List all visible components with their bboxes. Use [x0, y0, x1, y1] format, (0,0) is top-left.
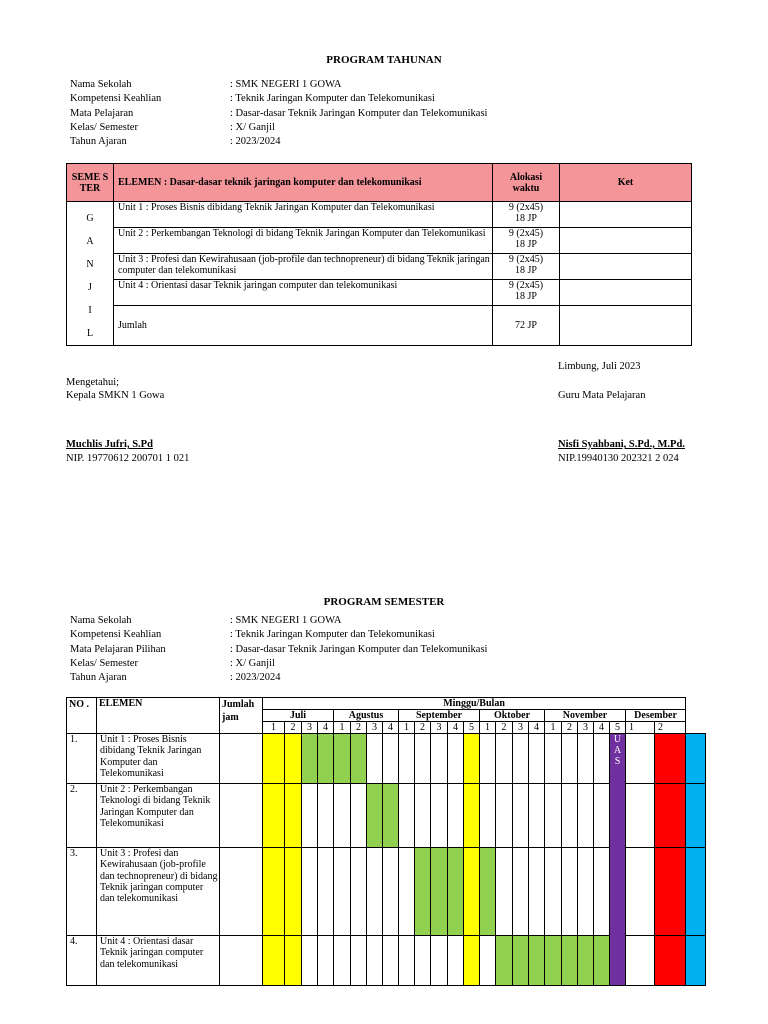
uas-letter: A: [613, 745, 622, 756]
semester-title: PROGRAM SEMESTER: [323, 596, 445, 608]
week-header: 2: [351, 722, 367, 734]
schedule-cell: [383, 784, 399, 848]
schedule-cell: [496, 784, 513, 848]
schedule-cell: [383, 734, 399, 784]
info-value: : Teknik Jaringan Komputer dan Telekomunikasi: [230, 629, 435, 641]
schedule-cell: [302, 784, 318, 848]
schedule-cell: [578, 734, 594, 784]
schedule-cell: [399, 734, 415, 784]
ket-cell: [560, 228, 692, 254]
schedule-cell: [686, 784, 706, 848]
unit-cell: Unit 3 : Profesi dan Kewirahusaan (job-profile dan technopreneur) di bidang Teknik jaringan computer dan telekomunikasi: [114, 254, 493, 280]
row-elemen: Unit 3 : Profesi dan Kewirahusaan (job-profile dan technopreneur) di bidang Teknik jaringan computer dan telekomunikasi: [97, 848, 220, 936]
schedule-cell: [496, 734, 513, 784]
schedule-cell: [464, 936, 480, 986]
week-header: 3: [302, 722, 318, 734]
info-label: Tahun Ajaran: [70, 136, 127, 148]
week-header: 3: [367, 722, 383, 734]
schedule-cell: [594, 734, 610, 784]
schedule-cell: [367, 734, 383, 784]
info-label: Nama Sekolah: [70, 615, 132, 626]
schedule-cell: [302, 936, 318, 986]
schedule-cell: [513, 784, 529, 848]
tahunan-table: [66, 163, 692, 346]
week-header: 3: [431, 722, 448, 734]
info-row: [70, 614, 590, 628]
schedule-cell: [351, 734, 367, 784]
row-jumlah-jam: [220, 936, 263, 986]
schedule-cell: [285, 848, 302, 936]
schedule-cell: [415, 734, 431, 784]
schedule-cell: [318, 936, 334, 986]
week-header: 2: [496, 722, 513, 734]
info-row: [70, 92, 590, 106]
place-date: Limbung, Juli 2023: [558, 361, 641, 372]
schedule-cell: [448, 784, 464, 848]
schedule-cell: [626, 848, 655, 936]
schedule-cell: [431, 734, 448, 784]
schedule-cell: [562, 848, 578, 936]
row-jumlah-jam: [220, 848, 263, 936]
schedule-cell: [626, 734, 655, 784]
info-value: : X/ Ganjil: [230, 657, 275, 669]
schedule-cell: [263, 734, 285, 784]
info-value: : 2023/2024: [230, 136, 281, 148]
schedule-cell: [545, 784, 562, 848]
schedule-cell: [562, 936, 578, 986]
semester-letter: A: [86, 235, 94, 247]
month-header: Agustus: [334, 710, 399, 722]
schedule-cell: [594, 784, 610, 848]
info-label: Kelas/ Semester: [70, 121, 138, 133]
alokasi-line: 9 (2x45): [508, 254, 544, 265]
info-label: Tahun Ajaran: [70, 672, 127, 684]
jumlah-label: Jumlah: [114, 306, 493, 346]
schedule-cell: [334, 936, 351, 986]
schedule-cell: [655, 784, 686, 848]
row-jumlah-jam: [220, 734, 263, 784]
schedule-cell: [464, 848, 480, 936]
semester-cell: [67, 202, 114, 346]
month-header: November: [545, 710, 626, 722]
info-value: : Dasar-dasar Teknik Jaringan Komputer dan Telekomunikasi: [230, 107, 488, 119]
week-header: 1: [263, 722, 285, 734]
schedule-cell: [351, 784, 367, 848]
schedule-cell: [351, 848, 367, 936]
week-header: 5: [464, 722, 480, 734]
schedule-cell: [578, 784, 594, 848]
mengetahui-label: Mengetahui;: [66, 377, 120, 388]
week-header: 1: [480, 722, 496, 734]
header-no: NO .: [67, 698, 97, 734]
schedule-cell: [464, 734, 480, 784]
info-label: Mata Pelajaran: [70, 107, 134, 119]
header-semester: SEME S TER: [67, 164, 114, 202]
semester-info: [70, 614, 590, 685]
header-minggu-bulan: Minggu/Bulan: [263, 698, 686, 710]
alokasi-line: 18 JP: [515, 239, 537, 250]
schedule-cell: [285, 936, 302, 986]
info-label: Kompetensi Keahlian: [70, 93, 162, 105]
schedule-cell: [594, 848, 610, 936]
schedule-cell: [513, 936, 529, 986]
unit-cell: Unit 2 : Perkembangan Teknologi di bidang Teknik Jaringan Komputer dan Telekomunikasi: [114, 228, 493, 254]
row-number: 2.: [67, 784, 97, 848]
semester-table: [66, 697, 706, 986]
schedule-cell: [367, 784, 383, 848]
alokasi-line: 18 JP: [515, 291, 537, 302]
schedule-cell: [562, 784, 578, 848]
schedule-cell: [686, 734, 706, 784]
ket-cell: [560, 306, 692, 346]
schedule-cell: [431, 848, 448, 936]
info-label: Kompetensi Keahlian: [70, 629, 162, 641]
schedule-cell: [448, 848, 464, 936]
row-number: 1.: [67, 734, 97, 784]
jumlah-value: 72 JP: [493, 306, 560, 346]
unit-cell: Unit 1 : Proses Bisnis dibidang Teknik Jaringan Komputer dan Telekomunikasi: [114, 202, 493, 228]
week-header: 2: [655, 722, 686, 734]
row-number: 3.: [67, 848, 97, 936]
row-elemen: Unit 4 : Orientasi dasar Teknik jaringan computer dan telekomunikasi: [97, 936, 220, 986]
ket-cell: [560, 254, 692, 280]
semester-letters: [67, 203, 113, 345]
schedule-cell: [415, 936, 431, 986]
schedule-cell: [529, 784, 545, 848]
schedule-cell: [399, 936, 415, 986]
ket-cell: [560, 202, 692, 228]
schedule-cell: [318, 734, 334, 784]
uas-letter: S: [614, 756, 621, 767]
week-header: 5: [610, 722, 626, 734]
schedule-cell: [285, 784, 302, 848]
kepala-nip: NIP. 19770612 200701 1 021: [66, 453, 190, 464]
alokasi-line: 9 (2x45): [508, 280, 544, 291]
info-row: [70, 671, 590, 685]
info-row: [70, 121, 590, 135]
schedule-cell: [448, 936, 464, 986]
schedule-cell: [562, 734, 578, 784]
info-row: [70, 643, 590, 657]
schedule-cell: [431, 784, 448, 848]
semester-letter: G: [86, 212, 94, 224]
ket-cell: [560, 280, 692, 306]
alokasi-cell: [493, 280, 560, 306]
info-label: Nama Sekolah: [70, 79, 132, 90]
header-jumlah: Jumlah jam: [220, 698, 263, 734]
schedule-cell: [334, 734, 351, 784]
header-alokasi: Alokasi waktu: [493, 164, 560, 202]
schedule-cell: [578, 936, 594, 986]
info-row: [70, 107, 590, 121]
schedule-cell: [655, 848, 686, 936]
kepala-name: Muchlis Jufri, S.Pd: [66, 439, 153, 450]
schedule-cell: [594, 936, 610, 986]
info-row: [70, 628, 590, 642]
schedule-cell: [334, 848, 351, 936]
row-elemen: Unit 1 : Proses Bisnis dibidang Teknik Jaringan Komputer dan Telekomunikasi: [97, 734, 220, 784]
guru-name: Nisfi Syahbani, S.Pd., M.Pd.: [558, 439, 685, 450]
semester-letter: L: [86, 327, 94, 339]
info-value: : Dasar-dasar Teknik Jaringan Komputer dan Telekomunikasi: [230, 643, 488, 655]
unit-cell: Unit 4 : Orientasi dasar Teknik jaringan computer dan telekomunikasi: [114, 280, 493, 306]
schedule-cell: [529, 936, 545, 986]
schedule-cell: [302, 848, 318, 936]
schedule-cell: [367, 936, 383, 986]
schedule-cell: [529, 734, 545, 784]
week-header: 4: [383, 722, 399, 734]
alokasi-line: 9 (2x45): [508, 202, 544, 213]
schedule-cell: [367, 848, 383, 936]
schedule-cell: [545, 936, 562, 986]
info-value: : X/ Ganjil: [230, 121, 275, 133]
schedule-cell: [529, 848, 545, 936]
schedule-cell: [431, 936, 448, 986]
info-label: Mata Pelajaran Pilihan: [70, 643, 166, 655]
info-row: [70, 78, 590, 92]
week-header: 4: [594, 722, 610, 734]
schedule-cell: [318, 848, 334, 936]
week-header: 4: [529, 722, 545, 734]
schedule-cell: [334, 784, 351, 848]
schedule-cell: [263, 936, 285, 986]
schedule-cell: [496, 848, 513, 936]
schedule-cell: [399, 784, 415, 848]
schedule-cell: [448, 734, 464, 784]
week-header: 1: [399, 722, 415, 734]
week-header: 2: [562, 722, 578, 734]
alokasi-cell: [493, 202, 560, 228]
week-header: 3: [513, 722, 529, 734]
info-label: Kelas/ Semester: [70, 657, 138, 669]
uas-cell: [610, 734, 626, 986]
month-header: Juli: [263, 710, 334, 722]
schedule-cell: [655, 734, 686, 784]
header-elemen: ELEMEN : Dasar-dasar teknik jaringan komputer dan telekomunikasi: [114, 164, 493, 202]
alokasi-cell: [493, 254, 560, 280]
schedule-cell: [263, 848, 285, 936]
schedule-cell: [655, 936, 686, 986]
info-row: [70, 657, 590, 671]
schedule-cell: [626, 784, 655, 848]
kepala-title: Kepala SMKN 1 Gowa: [66, 390, 165, 401]
schedule-cell: [383, 936, 399, 986]
schedule-cell: [351, 936, 367, 986]
row-number: 4.: [67, 936, 97, 986]
row-jumlah-jam: [220, 784, 263, 848]
semester-letter: N: [86, 258, 94, 270]
info-value: : SMK NEGERI 1 GOWA: [230, 79, 342, 90]
schedule-cell: [302, 734, 318, 784]
uas-letter: U: [613, 734, 622, 745]
tahunan-info: [70, 78, 590, 149]
header-ket: Ket: [560, 164, 692, 202]
schedule-cell: [263, 784, 285, 848]
week-header: 1: [545, 722, 562, 734]
schedule-cell: [686, 848, 706, 936]
schedule-cell: [415, 784, 431, 848]
row-elemen: Unit 2 : Perkembangan Teknologi di bidang Teknik Jaringan Komputer dan Telekomunikasi: [97, 784, 220, 848]
schedule-cell: [285, 734, 302, 784]
week-header: 4: [318, 722, 334, 734]
guru-nip: NIP.19940130 202321 2 024: [558, 453, 679, 464]
week-header: 2: [415, 722, 431, 734]
week-header: 4: [448, 722, 464, 734]
semester-letter: I: [88, 304, 92, 316]
header-elemen: ELEMEN: [97, 698, 220, 734]
schedule-cell: [464, 784, 480, 848]
week-header: 1: [334, 722, 351, 734]
schedule-cell: [399, 848, 415, 936]
schedule-cell: [626, 936, 655, 986]
table-row: [67, 734, 706, 784]
month-header: September: [399, 710, 480, 722]
schedule-cell: [496, 936, 513, 986]
schedule-cell: [383, 848, 399, 936]
tahunan-title: PROGRAM TAHUNAN: [326, 54, 442, 66]
schedule-cell: [686, 936, 706, 986]
schedule-cell: [480, 784, 496, 848]
semester-letter: J: [88, 281, 92, 293]
month-header: Desember: [626, 710, 686, 722]
alokasi-line: 18 JP: [515, 213, 537, 224]
info-value: : 2023/2024: [230, 672, 281, 684]
schedule-cell: [318, 784, 334, 848]
week-header: 3: [578, 722, 594, 734]
schedule-cell: [513, 848, 529, 936]
info-row: [70, 135, 590, 149]
guru-title: Guru Mata Pelajaran: [558, 390, 646, 401]
schedule-cell: [578, 848, 594, 936]
info-value: : SMK NEGERI 1 GOWA: [230, 615, 342, 626]
schedule-cell: [480, 848, 496, 936]
alokasi-line: 9 (2x45): [508, 228, 544, 239]
alokasi-line: 18 JP: [515, 265, 537, 276]
month-header: Oktober: [480, 710, 545, 722]
week-header: 1: [626, 722, 655, 734]
schedule-cell: [545, 734, 562, 784]
week-header: 2: [285, 722, 302, 734]
schedule-cell: [513, 734, 529, 784]
alokasi-cell: [493, 228, 560, 254]
schedule-cell: [545, 848, 562, 936]
info-value: : Teknik Jaringan Komputer dan Telekomunikasi: [230, 93, 435, 105]
schedule-cell: [480, 734, 496, 784]
schedule-cell: [415, 848, 431, 936]
schedule-cell: [480, 936, 496, 986]
